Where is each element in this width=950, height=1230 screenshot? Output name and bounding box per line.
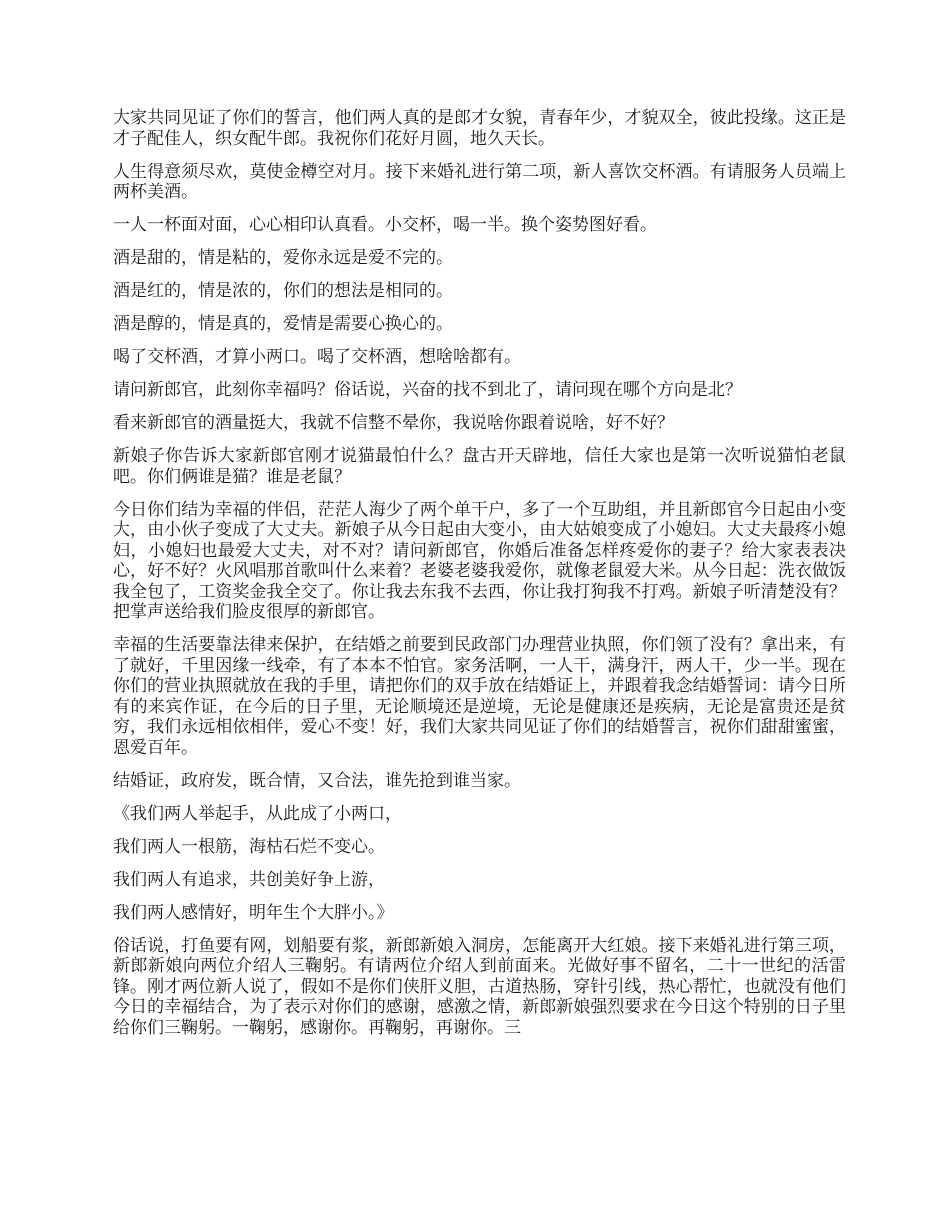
paragraph: 一人一杯面对面，心心相印认真看。小交杯，喝一半。换个姿势图好看。	[113, 215, 657, 235]
paragraph: 请问新郎官，此刻你幸福吗？俗话说，兴奋的找不到北了，请问现在哪个方向是北？	[113, 380, 742, 400]
poem-line: 我们两人有追求，共创美好争上游，	[113, 869, 385, 890]
paragraph: 看来新郎官的酒量挺大，我就不信整不晕你，我说啥你跟着说啥，好不好？	[113, 413, 674, 433]
paragraph: 人生得意须尽欢，莫使金樽空对月。接下来婚礼进行第二项，新人喜饮交杯酒。有请服务人员端上两杯美酒。	[113, 161, 846, 202]
poem-line: 《我们两人举起手，从此成了小两口，	[113, 803, 402, 824]
paragraph: 喝了交杯酒，才算小两口。喝了交杯酒，想啥啥都有。	[113, 347, 521, 367]
paragraph: 酒是醇的，情是真的，爱情是需要心换心的。	[113, 314, 453, 334]
paragraph: 幸福的生活要靠法律来保护，在结婚之前要到民政部门办理营业执照，你们领了没有？拿出来，有了就好，千里因缘一线牵，有了本本不怕官。家务活啊，一人干，满身汗，两人干，少一半。现在你们的营业执照就放在我的手里，请把你们的双手放在结婚证上，并跟着我念结婚誓词：请今日所有的来宾作证，在今后的日子里，无论顺境还是逆境，无论是健康还是疾病，无论是富贵还是贫穷，我们永远相依相伴，爱心不变！好，我们大家共同见证了你们的结婚誓言，祝你们甜甜蜜蜜，恩爱百年。	[113, 635, 846, 758]
paragraph: 今日你们结为幸福的伴侣，茫茫人海少了两个单干户，多了一个互助组，并且新郎官今日起由小变大，由小伙子变成了大丈夫。新娘子从今日起由大变小，由大姑娘变成了小媳妇。大丈夫最疼小媳妇，小媳妇也最爱大丈夫，对不对？请问新郎官，你婚后准备怎样疼爱你的妻子？给大家表表决心，好不好？火风唱那首歌叫什么来着？老婆老婆我爱你，就像老鼠爱大米。从今日起：洗衣做饭我全包了，工资奖金我全交了。你让我去东我不去西，你让我打狗我不打鸡。新娘子听清楚没有？把掌声送给我们脸皮很厚的新郎官。	[113, 499, 846, 622]
paragraph: 结婚证，政府发，既合情，又合法，谁先抢到谁当家。	[113, 770, 521, 791]
paragraph: 大家共同见证了你们的誓言，他们两人真的是郎才女貌，青春年少，才貌双全，彼此投缘。这正是才子配佳人，织女配牛郎。我祝你们花好月圆，地久天长。	[113, 108, 846, 149]
poem-line: 我们两人一根筋，海枯石烂不变心。	[113, 836, 385, 857]
document-body	[113, 108, 846, 1051]
paragraph: 新娘子你告诉大家新郎官刚才说猫最怕什么？盘古开天辟地，信任大家也是第一次听说猫怕老鼠吧。你们俩谁是猫？谁是老鼠？	[113, 446, 846, 487]
paragraph: 酒是红的，情是浓的，你们的想法是相同的。	[113, 281, 453, 301]
paragraph: 俗话说，打鱼要有网，划船要有浆，新郎新娘入洞房，怎能离开大红娘。接下来婚礼进行第三项，新郎新娘向两位介绍人三鞠躬。有请两位介绍人到前面来。光做好事不留名，二十一世纪的活雷锋。刚才两位新人说了，假如不是你们侠肝义胆，古道热肠，穿针引线，热心帮忙，也就没有他们今日的幸福结合，为了表示对你们的感谢，感激之情，新郎新娘强烈要求在今日这个特别的日子里给你们三鞠躬。一鞠躬，感谢你。再鞠躬，再谢你。三	[113, 935, 846, 1038]
poem-line: 我们两人感情好，明年生个大胖小。》	[113, 902, 394, 923]
paragraph: 酒是甜的，情是粘的，爱你永远是爱不完的。	[113, 248, 453, 268]
